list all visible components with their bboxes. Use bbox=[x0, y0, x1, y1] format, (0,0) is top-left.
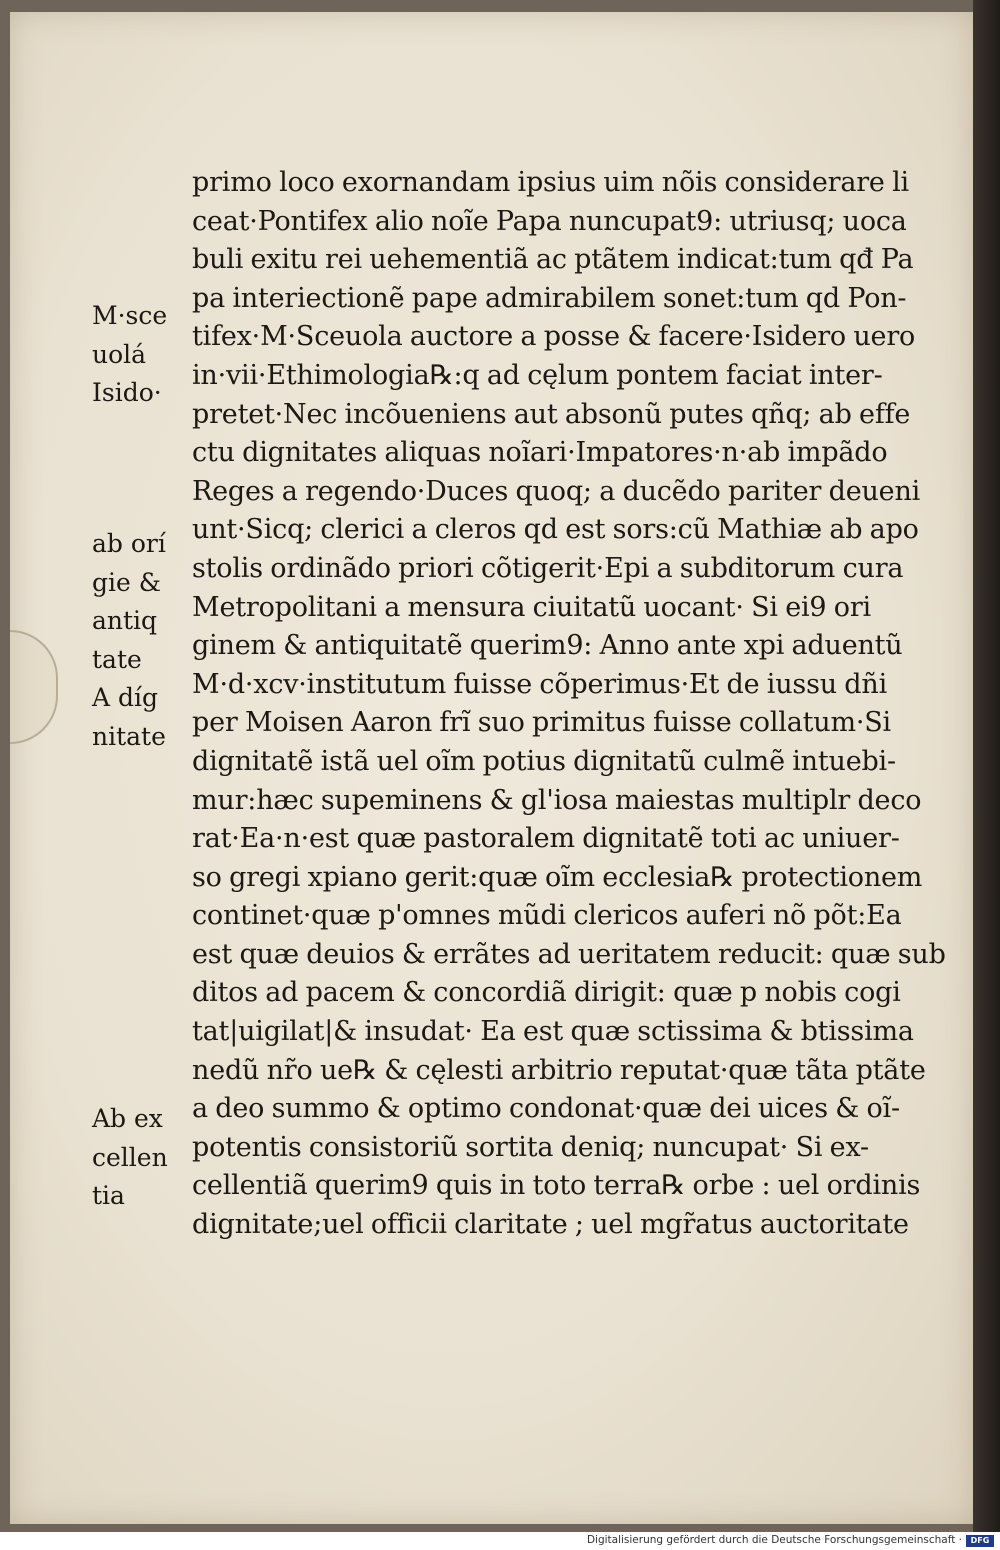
marginal-line: tate bbox=[92, 644, 142, 674]
text-line: per Moisen Aaron frĩ suo primitus fuisse collatum·Si bbox=[192, 707, 891, 739]
text-line: in·vii·Ethimologia℞:q ad cęlum pontem faciat inter- bbox=[192, 359, 883, 391]
text-line: M·d·xcv·institutum fuisse cõperimus·Et de iussu dñi bbox=[192, 668, 888, 700]
marginal-line: gie & bbox=[92, 567, 161, 597]
text-line: so gregi xpiano gerit:quæ oĩm ecclesia℞ protectionem bbox=[192, 861, 923, 893]
text-line: Metropolitani a mensura ciuitatũ uocant· Si ei9 ori bbox=[192, 591, 871, 623]
text-line: potentis consistoriũ sortita deniq; nuncupat· Si ex- bbox=[192, 1131, 869, 1163]
text-line: dignitatẽ istã uel oĩm potius dignitatũ culmẽ intuebi- bbox=[192, 745, 896, 777]
text-line: pa interiectionẽ pape admirabilem sonet:tum qd Pon- bbox=[192, 282, 907, 314]
marginal-line: antiq bbox=[92, 606, 158, 636]
text-line: dignitate;uel officii claritate ; uel mgr̃atus auctoritate bbox=[192, 1209, 909, 1241]
text-line: rat·Ea·n·est quæ pastoralem dignitatẽ toti ac uniuer- bbox=[192, 823, 900, 855]
page-tab-mark bbox=[10, 630, 58, 744]
marginal-line: tia bbox=[92, 1181, 125, 1211]
marginal-note-origine bbox=[92, 525, 187, 757]
text-line: nedũ nr̃o ue℞ & cęlesti arbitrio reputat·quæ tãta ptãte bbox=[192, 1054, 926, 1086]
marginal-line: ab orí bbox=[92, 529, 166, 558]
text-line: pretet·Nec incõueniens aut absonũ putes qñq; ab effe bbox=[192, 398, 911, 430]
body-text bbox=[192, 164, 946, 1245]
text-line: tifex·M·Sceuola auctore a posse & facere·Isidero uero bbox=[192, 321, 916, 353]
text-line: continet·quæ p'omnes mũdi clericos auferi nõ põt:Ea bbox=[192, 900, 902, 932]
text-line: tat|uigilat|& insudat· Ea est quæ sctissima & btissima bbox=[192, 1016, 914, 1048]
dfg-logo-icon: DFG bbox=[966, 1535, 994, 1547]
footer-bar bbox=[0, 1532, 1000, 1550]
marginal-line: nitate bbox=[92, 721, 166, 751]
text-line: a deo summo & optimo condonat·quæ dei uices & oĩ- bbox=[192, 1093, 900, 1125]
text-line: unt·Sicq; clerici a cleros qd est sors:cũ Mathiæ ab apo bbox=[192, 514, 919, 546]
text-line: est quæ deuios & errãtes ad ueritatem reducit: quæ sub bbox=[192, 938, 946, 970]
text-line: primo loco exornandam ipsius uim nõis considerare li bbox=[192, 167, 909, 198]
text-line: ditos ad pacem & concordiã dirigit: quæ p nobis cogi bbox=[192, 977, 901, 1009]
text-line: stolis ordinãdo priori cõtigerit·Epi a subditorum cura bbox=[192, 552, 904, 584]
marginal-note-excellentia bbox=[92, 1100, 187, 1216]
marginal-line: Ab ex bbox=[92, 1104, 163, 1133]
book-binding-edge bbox=[973, 0, 1000, 1532]
marginal-note-sceuola bbox=[92, 297, 187, 413]
text-line: ginem & antiquitatẽ querim9: Anno ante xpi aduentũ bbox=[192, 630, 903, 662]
marginal-line: cellen bbox=[92, 1142, 168, 1172]
text-line: buli exitu rei uehementiã ac ptãtem indicat:tum qđ Pa bbox=[192, 244, 914, 276]
text-line: ctu dignitates aliquas noĩari·Impatores·n·ab impãdo bbox=[192, 437, 888, 469]
marginal-line: M·sce bbox=[92, 301, 168, 330]
text-line: Reges a regendo·Duces quoq; a ducẽdo pariter deueni bbox=[192, 475, 921, 507]
marginal-line: uolá bbox=[92, 339, 147, 369]
text-line: mur:hæc supeminens & gl'iosa maiestas multiplr deco bbox=[192, 784, 922, 816]
text-line: cellentiã querim9 quis in toto terra℞ orbe : uel ordinis bbox=[192, 1170, 921, 1202]
footer-credit: Digitalisierung gefördert durch die Deutsche Forschungsgemeinschaft · bbox=[586, 1534, 962, 1546]
marginal-line: Isido· bbox=[92, 378, 162, 408]
book-page bbox=[10, 12, 973, 1524]
marginal-line: A díg bbox=[92, 683, 159, 713]
text-line: ceat·Pontifex alio noĩe Papa nuncupat9: utriusq; uoca bbox=[192, 205, 907, 237]
